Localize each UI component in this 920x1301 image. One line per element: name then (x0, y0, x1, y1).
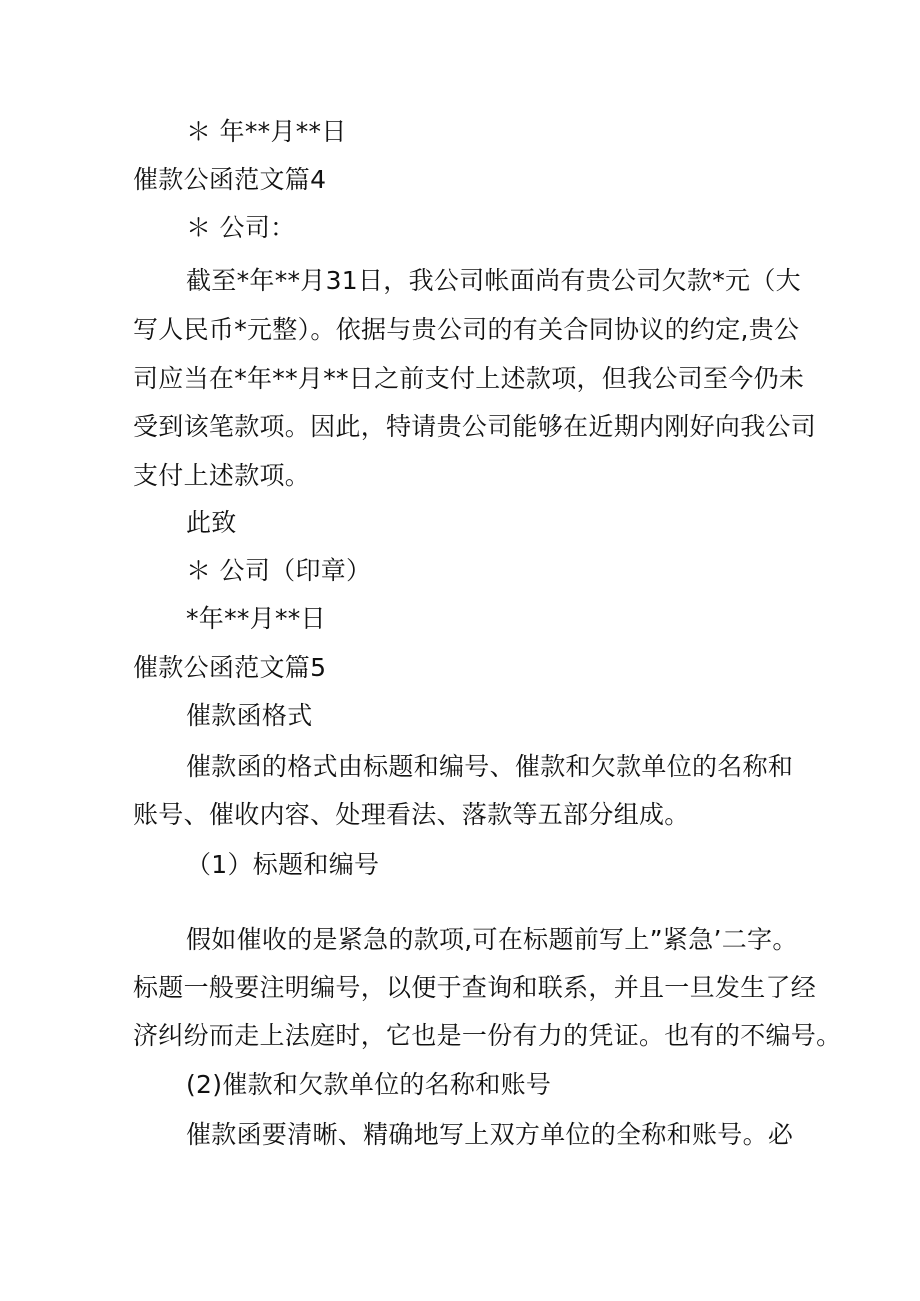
signature: ＊ 公司（印章） (186, 556, 372, 585)
body-line: 写人民币*元整）。依据与贵公司的有关合同协议的约定,贵公 (133, 315, 800, 344)
body-line: 截至*年**月31日，我公司帐面尚有贵公司欠款*元（大 (186, 266, 801, 295)
closing: 此致 (186, 508, 237, 537)
body-line: 账号、催收内容、处理看法、落款等五部分组成。 (133, 800, 690, 829)
salutation: ＊ 公司： (186, 213, 296, 242)
subheading: （1）标题和编号 (186, 850, 380, 879)
section-heading: 催款公函范文篇4 (133, 165, 327, 194)
body-line: 受到该笔款项。因此，特请贵公司能够在近期内刚好向我公司 (133, 412, 817, 441)
body-line: 催款函要清晰、精确地写上双方单位的全称和账号。必 (186, 1120, 794, 1149)
body-line: 催款函的格式由标题和编号、催款和欠款单位的名称和 (186, 752, 794, 781)
body-line: 标题一般要注明编号，以便于查询和联系，并且一旦发生了经 (133, 973, 817, 1002)
section-heading: 催款公函范文篇5 (133, 653, 327, 682)
subheading: 催款函格式 (186, 701, 313, 730)
date-line: ＊ 年**月**日 (186, 117, 347, 146)
subheading: (2)催款和欠款单位的名称和账号 (186, 1070, 552, 1099)
date-line: *年**月**日 (186, 604, 326, 633)
body-line: 司应当在*年**月**日之前支付上述款项，但我公司至今仍未 (133, 364, 805, 393)
body-line: 假如催收的是紧急的款项,可在标题前写上”紧急’二字。 (186, 925, 798, 954)
body-line: 支付上述款项。 (133, 461, 311, 490)
body-line: 济纠纷而走上法庭时，它也是一份有力的凭证。也有的不编号。 (133, 1021, 842, 1050)
